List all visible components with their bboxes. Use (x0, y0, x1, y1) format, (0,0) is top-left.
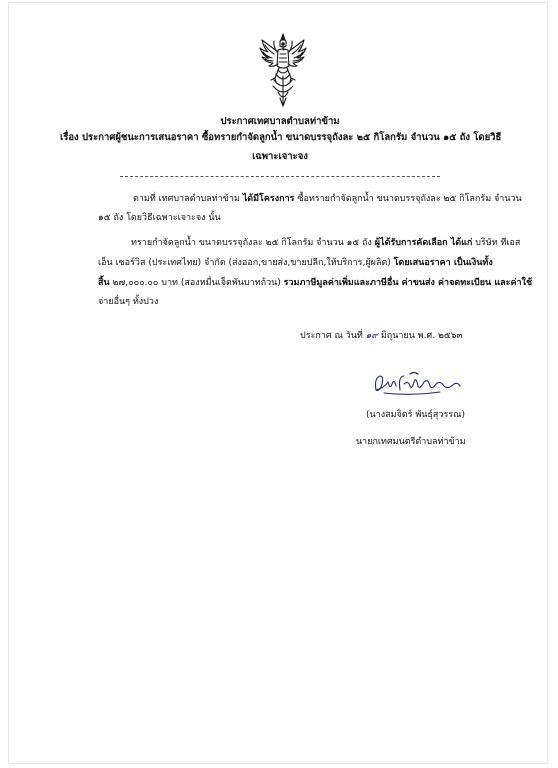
subject-label: เรื่อง (60, 132, 79, 143)
paragraph-2-line-3 (98, 275, 532, 289)
para2-text-c: บริษัท ทีเอส (472, 238, 521, 248)
subject-line (60, 130, 500, 145)
subject-text-line1: ประกาศผู้ชนะการเสนอราคา ซื้อทรายกำจัดลูกน้ำ ขนาดบรรจุถังละ ๒๕ กิโลกรัม จำนวน ๑๕ ถัง โดยวิธี (82, 132, 502, 143)
para2-line3-text-c: รวมภาษีมูลค่าเพิ่มและภาษีอื่น ค่าขนส่ง ค่าจดทะเบียน และค่าใช้ (283, 278, 533, 288)
para2-line3-text-a: สิ้น (98, 278, 110, 288)
paragraph-2-line-4: จ่ายอื่นๆ ทั้งปวง (98, 297, 159, 307)
paragraph-2-line-1 (131, 235, 520, 249)
handwritten-signature (370, 368, 462, 398)
document-title: ประกาศเทศบาลตำบลท่าข้าม (220, 116, 340, 127)
para2-line2-text-a: เอ็น เซอร์วิส (ประเทศไทย) จำกัด (ส่งออก,ขายส่ง,ขายปลีก,ให้บริการ,ผู้ผลิต) (98, 258, 394, 268)
announce-label: ประกาศ ณ วันที่ (300, 331, 366, 341)
para2-line3-text-b: ๒๗,๐๐๐.๐๐ บาท (สองหมื่นเจ็ดพันบาทถ้วน) (109, 278, 284, 288)
announce-day-handwritten: ๑๙ (365, 331, 378, 341)
signer-name: (นางสมจิตร์ พันธุ์สุวรรณ) (366, 410, 466, 420)
garuda-emblem-icon (258, 32, 308, 108)
para1-text-b: ได้มีโครงการ (242, 194, 295, 204)
signer-title: นายกเทศมนตรีตำบลท่าข้าม (356, 437, 466, 447)
paragraph-1-line-2: ๑๕ ถัง โดยวิธีเฉพาะเจาะจง นั้น (98, 213, 221, 223)
para2-line2-text-b: โดยเสนอราคา เป็นเงินทั้ง (393, 258, 493, 268)
subject-text-line2: เฉพาะเจาะจง (252, 151, 308, 162)
para2-text-b: ผู้ได้รับการคัดเลือก ได้แก่ (374, 238, 473, 248)
para1-text-a: ตามที่ เทศบาลตำบลท่าข้าม (133, 194, 243, 204)
announce-month-year: มิถุนายน พ.ศ. ๒๕๖๓ (377, 331, 463, 341)
separator-line (120, 176, 440, 177)
para2-text-a: ทรายกำจัดลูกน้ำ ขนาดบรรจุถังละ ๒๕ กิโลกรัม จำนวน ๑๕ ถัง (131, 238, 375, 248)
paragraph-2-line-2 (98, 255, 493, 269)
para1-text-c: ซื้อทรายกำจัดลูกน้ำ ขนาดบรรจุถังละ ๒๕ กิโลกรัม จำนวน (294, 194, 522, 204)
paragraph-1-line-1 (133, 191, 522, 205)
announcement-date (300, 328, 463, 342)
